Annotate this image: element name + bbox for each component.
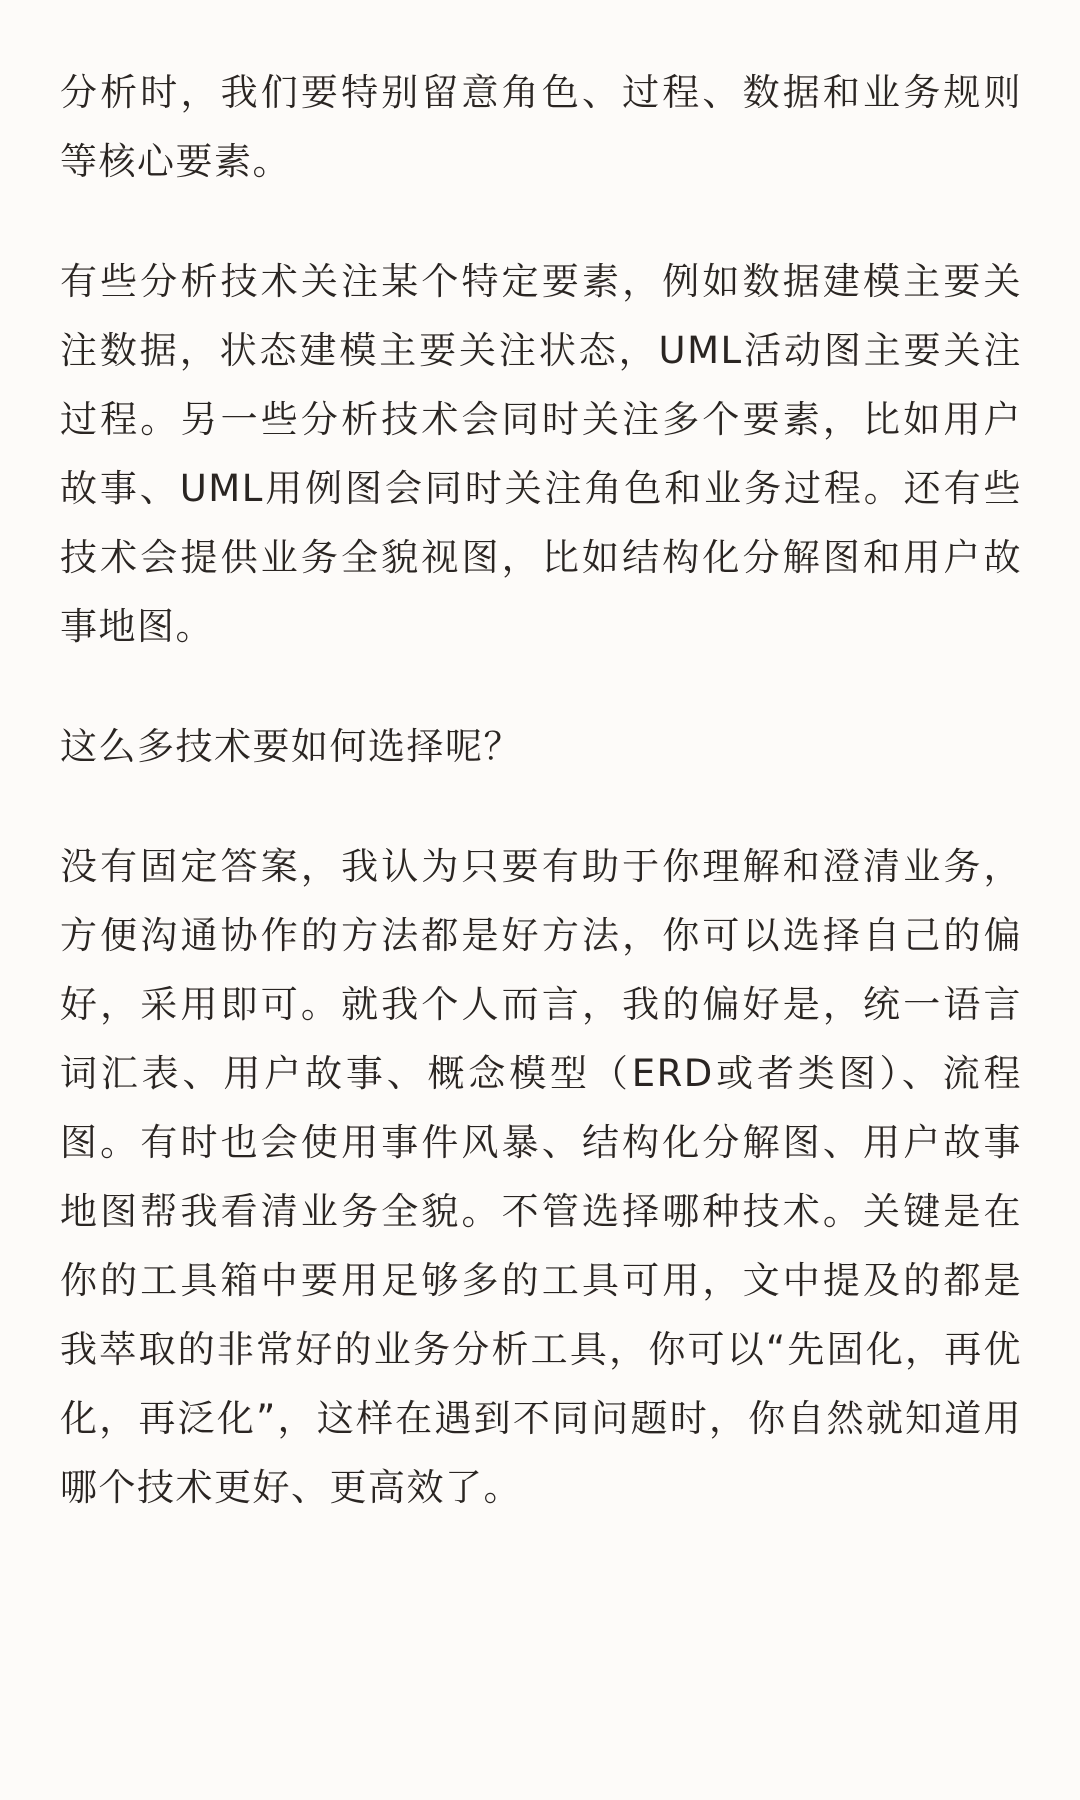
paragraph-answer: 没有固定答案，我认为只要有助于你理解和澄清业务，方便沟通协作的方法都是好方法，你可以选择自己的偏好，采用即可。就我个人而言，我的偏好是，统一语言词汇表、用户故事、概念模型（ERD或者类图）、流程图。有时也会使用事件风暴、结构化分解图、用户故事地图帮我看清业务全貌。不管选择哪种技术。关键是在你的工具箱中要用足够多的工具可用，文中提及的都是我萃取的非常好的业务分析工具，你可以“先固化，再优化，再泛化”，这样在遇到不同问题时，你自然就知道用哪个技术更好、更高效了。 xyxy=(60,845,1022,1509)
paragraph-analysis-techniques: 有些分析技术关注某个特定要素，例如数据建模主要关注数据，状态建模主要关注状态，UML活动图主要关注过程。另一些分析技术会同时关注多个要素，比如用户故事、UML用例图会同时关注角色和业务过程。还有些技术会提供业务全貌视图，比如结构化分解图和用户故事地图。 xyxy=(60,260,1022,648)
paragraph-question: 这么多技术要如何选择呢？ xyxy=(60,725,522,768)
paragraph-core-elements: 分析时，我们要特别留意角色、过程、数据和业务规则等核心要素。 xyxy=(60,71,1022,183)
